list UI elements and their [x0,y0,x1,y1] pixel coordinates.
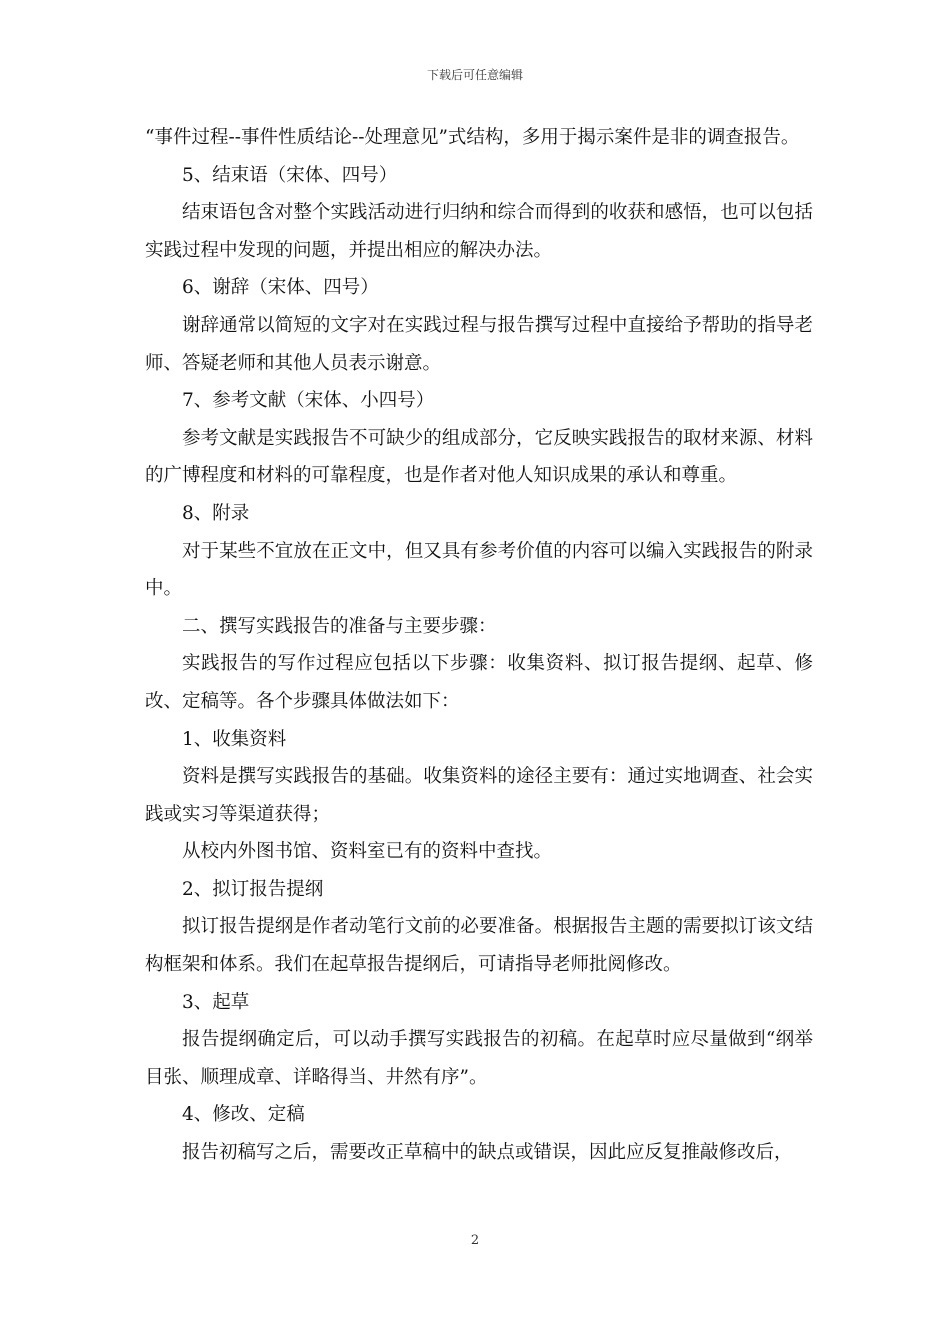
page-number: 2 [470,1233,480,1248]
paragraph-collect-materials: 资料是撰写实践报告的基础。收集资料的途径主要有：通过实地调查、社会实践或实习等渠道获得； [145,766,813,825]
heading-draft: 3、起草 [182,991,250,1013]
paragraph-acknowledgements: 谢辞通常以简短的文字对在实践过程与报告撰写过程中直接给予帮助的指导老师、答疑老师和其他人员表示谢意。 [145,314,813,374]
paragraph-appendix: 对于某些不宜放在正文中，但又具有参考价值的内容可以编入实践报告的附录中。 [145,540,813,600]
heading-conclusion: 5、结束语（宋体、四号） [182,164,398,186]
paragraph-outline: 拟订报告提纲是作者动笔行文前的必要准备。根据报告主题的需要拟订该文结构框架和体系。我们在起草报告提纲后，可请指导老师批阅修改。 [145,916,813,976]
paragraph-draft: 报告提纲确定后，可以动手撰写实践报告的初稿。在起草时应尽量做到“纲举目张、顺理成章、详略得当、井然有序”。 [145,1029,813,1088]
heading-collect-materials: 1、收集资料 [182,728,287,750]
paragraph-revise: 报告初稿写之后，需要改正草稿中的缺点或错误，因此应反复推敲修改后， [182,1142,793,1164]
heading-references: 7、参考文献（宋体、小四号） [182,390,435,412]
page-header: 下载后可任意编辑 [426,68,523,82]
paragraph-conclusion: 结束语包含对整个实践活动进行归纳和综合而得到的收获和感悟，也可以包括实践过程中发现的问题，并提出相应的解决办法。 [145,202,813,261]
heading-section-two: 二、撰写实践报告的准备与主要步骤： [182,615,497,637]
paragraph-steps-intro: 实践报告的写作过程应包括以下步骤：收集资料、拟订报告提纲、起草、修改、定稿等。各个步骤具体做法如下： [145,653,813,712]
document-body [145,119,813,1172]
paragraph-collect-sources: 从校内外图书馆、资料室已有的资料中查找。 [182,841,553,863]
heading-acknowledgements: 6、谢辞（宋体、四号） [182,277,379,299]
paragraph-references: 参考文献是实践报告不可缺少的组成部分，它反映实践报告的取材来源、材料的广博程度和材料的可靠程度，也是作者对他人知识成果的承认和尊重。 [145,427,813,487]
heading-revise: 4、修改、定稿 [182,1104,305,1126]
heading-outline: 2、拟订报告提纲 [182,878,324,900]
heading-appendix: 8、附录 [182,502,250,524]
paragraph-structure-continuation: “事件过程--事件性质结论--处理意见”式结构，多用于揭示案件是非的调查报告。 [145,127,800,148]
